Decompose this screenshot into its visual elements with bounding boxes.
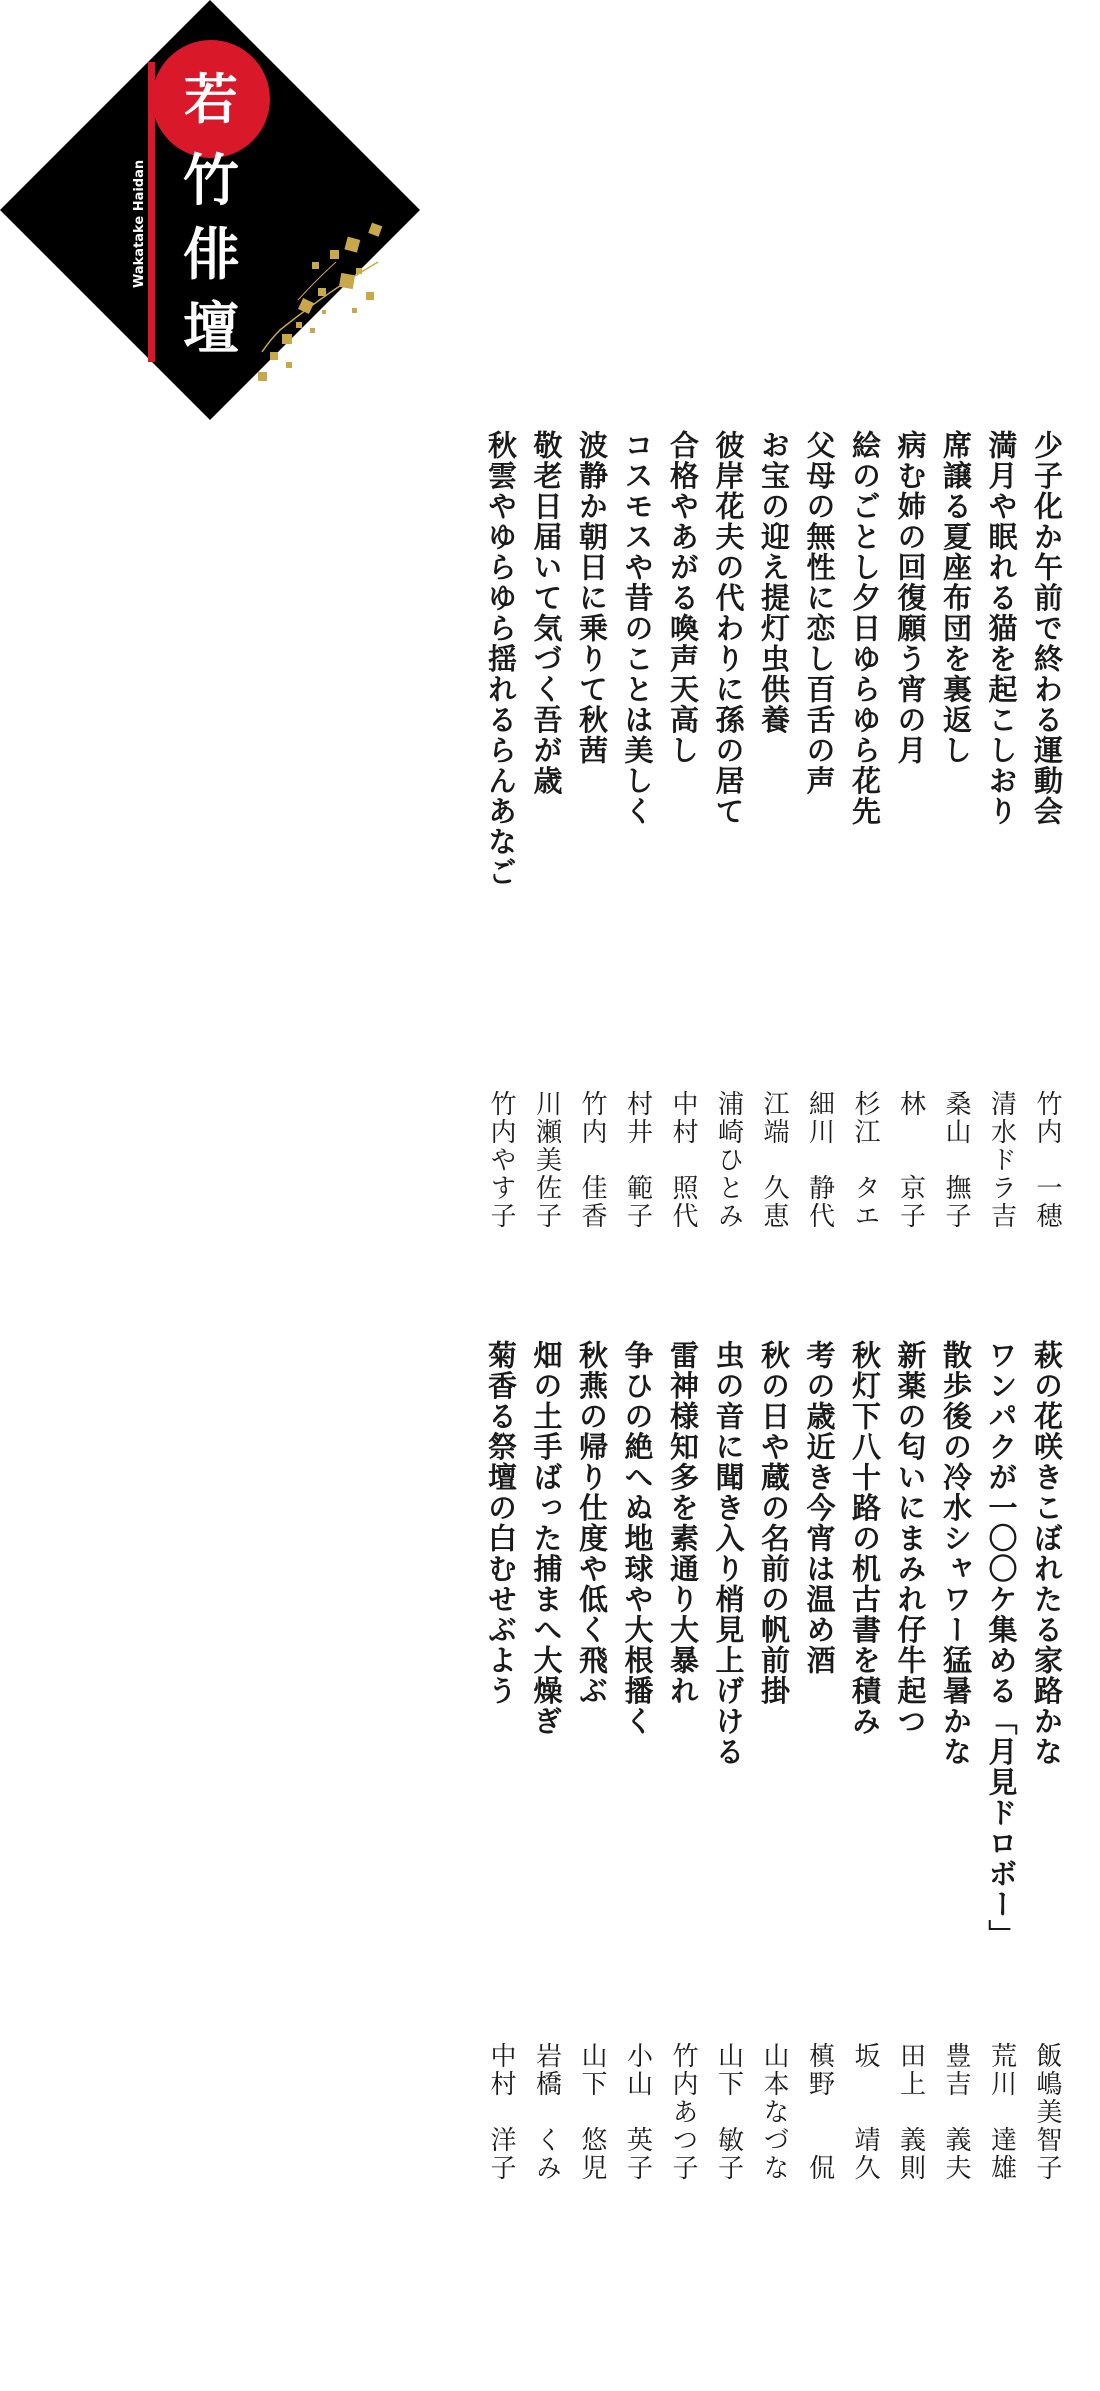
author-17: 田上 義則 (895, 2042, 926, 2182)
author-1: 竹内 一穂 (1032, 1090, 1062, 1230)
haiku-7: お宝の迎え提灯虫供養 (757, 430, 791, 735)
author-14: 飯嶋美智子 (1032, 2042, 1062, 2182)
author-23: 小山 英子 (622, 2042, 653, 2182)
haiku-2: 満月や眠れる猫を起こしおり (984, 430, 1019, 827)
haiku-12: 敬老日届いて気づく吾が歳 (529, 430, 564, 796)
logo-kanji-take: 竹 (183, 148, 239, 214)
author-10: 村井 範子 (622, 1090, 653, 1230)
author-22: 竹内あつ子 (668, 2042, 698, 2182)
haiku-18: 秋灯下八十路の机古書を積み (848, 1340, 882, 1737)
haiku-23: 争ひの絶へぬ地球や大根播く (620, 1340, 655, 1737)
author-18: 坂 靖久 (850, 2042, 880, 2182)
author-20: 山本なづな (759, 2042, 789, 2182)
haiku-8: 彼岸花夫の代わりに孫の居て (711, 430, 746, 827)
author-4: 林 京子 (895, 1090, 926, 1230)
section2-author-block (478, 2042, 1070, 2182)
section2-haiku-block (478, 1340, 1070, 1950)
author-7: 江端 久恵 (759, 1090, 789, 1230)
author-13: 竹内やす子 (486, 1090, 516, 1230)
haiku-15: ワンパクが一〇〇ケ集める「月見ドロボー」 (984, 1340, 1019, 1950)
haiku-20: 秋の日や蔵の名前の帆前掛 (757, 1340, 791, 1706)
author-25: 岩橋 くみ (531, 2042, 562, 2182)
author-19: 槙野 侃 (804, 2042, 835, 2182)
logo-kanji-waka: 若 (184, 67, 238, 131)
haiku-24: 秋燕の帰り仕度や低く飛ぶ (575, 1340, 609, 1706)
author-21: 山下 敏子 (713, 2042, 744, 2182)
author-5: 杉江 タエ (850, 1090, 880, 1230)
haiku-21: 虫の音に聞き入り梢見上げける (711, 1340, 746, 1767)
author-24: 山下 悠児 (577, 2042, 607, 2182)
haiku-11: 波静か朝日に乗りて秋茜 (575, 430, 609, 766)
author-2: 清水ドラ吉 (986, 1090, 1017, 1230)
haiku-19: 考の歳近き今宵は温め酒 (802, 1340, 837, 1676)
haiku-16: 散歩後の冷水シャワー猛暑かな (939, 1340, 973, 1767)
haiku-10: コスモスや昔のことは美しく (620, 430, 655, 827)
wakatake-haidan-logo (0, 0, 420, 420)
haiku-25: 畑の土手ばった捕まへ大燥ぎ (529, 1340, 564, 1737)
logo-romaji: Wakatake Haidan (132, 159, 147, 288)
haiku-6: 父母の無性に恋し百舌の声 (802, 430, 837, 796)
haiku-14: 萩の花咲きこぼれたる家路かな (1030, 1340, 1064, 1767)
haiku-17: 新薬の匂いにまみれ仔牛起つ (893, 1340, 928, 1737)
haiku-26: 菊香る祭壇の白むせぶよう (484, 1340, 518, 1706)
author-15: 荒川 達雄 (986, 2042, 1017, 2182)
section1-haiku-block (478, 430, 1070, 888)
haiku-4: 病む姉の回復願う宵の月 (893, 430, 928, 766)
haiku-1: 少子化か午前で終わる運動会 (1030, 430, 1064, 827)
author-11: 竹内 佳香 (577, 1090, 607, 1230)
haiku-5: 絵のごとし夕日ゆらゆら花先 (848, 430, 882, 827)
author-26: 中村 洋子 (486, 2042, 516, 2182)
author-6: 細川 静代 (804, 1090, 835, 1230)
logo-kanji-hai: 俳 (183, 222, 239, 288)
logo-kanji-dan: 壇 (183, 296, 239, 362)
haiku-13: 秋雲やゆらゆら揺れるらんあなご (484, 430, 518, 888)
haiku-9: 合格やあがる喚声天高し (666, 430, 700, 766)
author-12: 川瀬美佐子 (531, 1090, 562, 1230)
haiku-22: 雷神様知多を素通り大暴れ (666, 1340, 700, 1706)
author-9: 中村 照代 (668, 1090, 698, 1230)
author-3: 桑山 撫子 (941, 1090, 971, 1230)
author-8: 浦崎ひとみ (713, 1090, 744, 1230)
section1-author-block (478, 1090, 1070, 1230)
haiku-3: 席譲る夏座布団を裏返し (939, 430, 973, 766)
author-16: 豊吉 義夫 (941, 2042, 971, 2182)
